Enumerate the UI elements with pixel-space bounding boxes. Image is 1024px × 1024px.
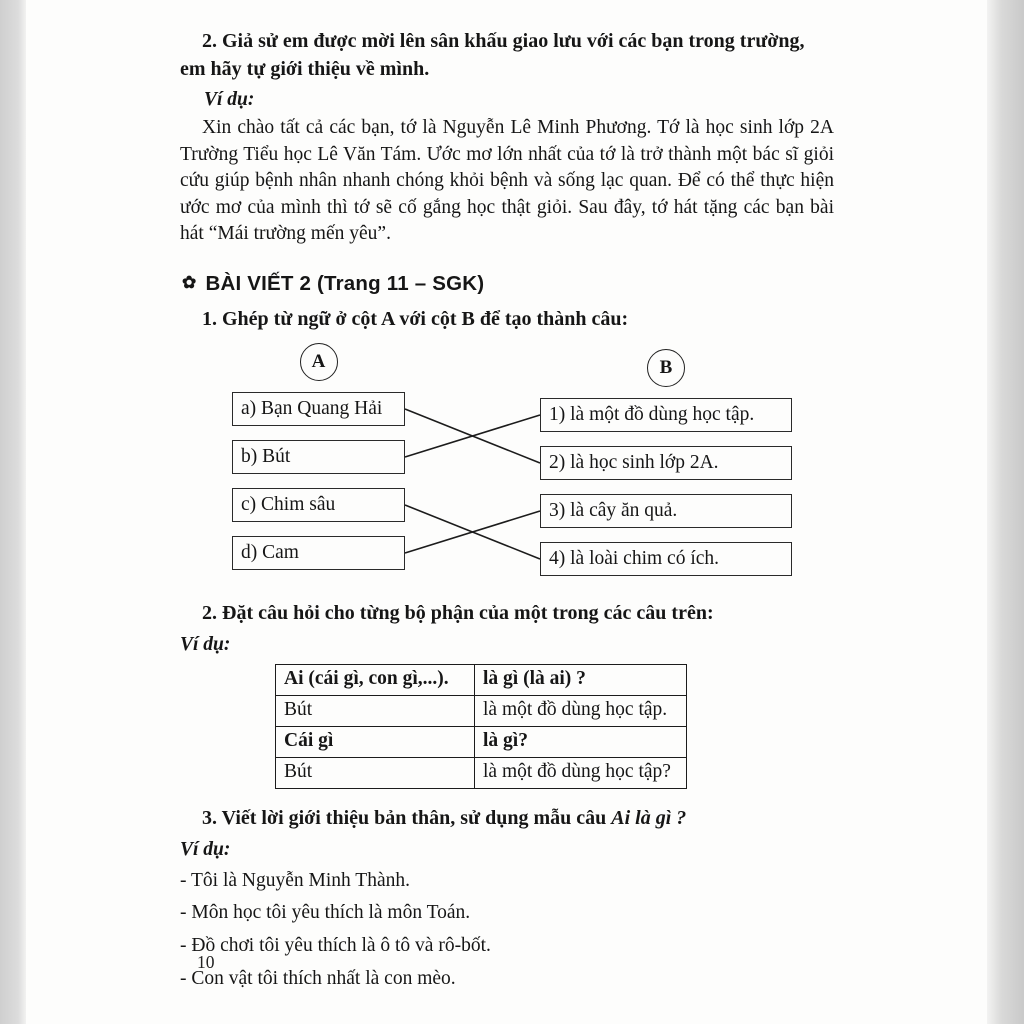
table-cell: là gì? bbox=[475, 726, 687, 757]
page-content bbox=[180, 28, 834, 996]
list-item: - Đồ chơi tôi yêu thích là ô tô và rô-bốt. bbox=[180, 935, 491, 957]
exercise-1-heading: 1. Ghép từ ngữ ở cột A với cột B để tạo thành câu: bbox=[202, 307, 629, 330]
table-row bbox=[276, 664, 687, 695]
table-cell: là gì (là ai) ? bbox=[475, 664, 687, 695]
flower-icon: ✿ bbox=[182, 272, 197, 292]
example-label-1: Ví dụ: bbox=[204, 89, 255, 111]
table-cell: Bút bbox=[276, 695, 475, 726]
table-cell: Cái gì bbox=[276, 726, 475, 757]
table-cell: là một đồ dùng học tập? bbox=[475, 757, 687, 788]
exercise-3-heading bbox=[180, 805, 834, 833]
list-item: - Tôi là Nguyễn Minh Thành. bbox=[180, 869, 411, 891]
table-cell: Bút bbox=[276, 757, 475, 788]
column-b-badge: B bbox=[647, 349, 685, 387]
column-a bbox=[232, 343, 405, 590]
scan-edge-left bbox=[0, 0, 26, 1024]
column-a-badge: A bbox=[300, 343, 338, 381]
match-box-b1: 1) là một đồ dùng học tập. bbox=[540, 398, 792, 432]
example-label-3: Ví dụ: bbox=[180, 838, 231, 860]
match-box-a3: c) Chim sâu bbox=[232, 488, 405, 522]
column-b bbox=[540, 343, 792, 590]
match-box-a1: a) Bạn Quang Hải bbox=[232, 392, 405, 426]
list-item: - Môn học tôi yêu thích là môn Toán. bbox=[180, 902, 471, 924]
question-pattern-table bbox=[275, 664, 687, 789]
match-box-b4: 4) là loài chim có ích. bbox=[540, 542, 792, 576]
section-title-text: BÀI VIẾT 2 (Trang 11 – SGK) bbox=[205, 271, 485, 295]
table-row bbox=[276, 757, 687, 788]
task-2-heading: 2. Giả sử em được mời lên sân khấu giao lưu với các bạn trong trường, em hãy tự giới thiệu về mình. bbox=[180, 30, 805, 80]
page-number: 10 bbox=[197, 952, 215, 972]
example-label-2: Ví dụ: bbox=[180, 633, 231, 655]
exercise-2-heading: 2. Đặt câu hỏi cho từng bộ phận của một trong các câu trên: bbox=[202, 602, 714, 625]
table-cell: là một đồ dùng học tập. bbox=[475, 695, 687, 726]
exercise-3-heading-pattern: Ai là gì ? bbox=[611, 806, 687, 829]
scan-edge-right bbox=[987, 0, 1024, 1024]
table-row bbox=[276, 726, 687, 757]
match-box-b3: 3) là cây ăn quả. bbox=[540, 494, 792, 528]
list-item: - Con vật tôi thích nhất là con mèo. bbox=[180, 967, 456, 989]
match-box-a4: d) Cam bbox=[232, 536, 405, 570]
section-title bbox=[182, 272, 834, 296]
example-paragraph: Xin chào tất cả các bạn, tớ là Nguyễn Lê Minh Phương. Tớ là học sinh lớp 2A Trường Tiểu học Lê Văn Tám. Ước mơ lớn nhất của tớ là trở thành một bác sĩ giỏi cứu giúp bệnh nhân nhanh chóng khỏi bệnh và sống lạc quan. Để có thể thực hiện ước mơ của mình thì tớ sẽ cố gắng học thật giỏi. Sau đây, tớ hát tặng các bạn bài hát “Mái trường mến yêu”. bbox=[180, 117, 834, 245]
table-cell: Ai (cái gì, con gì,...). bbox=[276, 664, 475, 695]
match-box-a2: b) Bút bbox=[232, 440, 405, 474]
match-box-b2: 2) là học sinh lớp 2A. bbox=[540, 446, 792, 480]
matching-exercise bbox=[232, 343, 834, 590]
exercise-3-heading-text: 3. Viết lời giới thiệu bản thân, sử dụng mẫu câu bbox=[202, 806, 607, 829]
table-row bbox=[276, 695, 687, 726]
